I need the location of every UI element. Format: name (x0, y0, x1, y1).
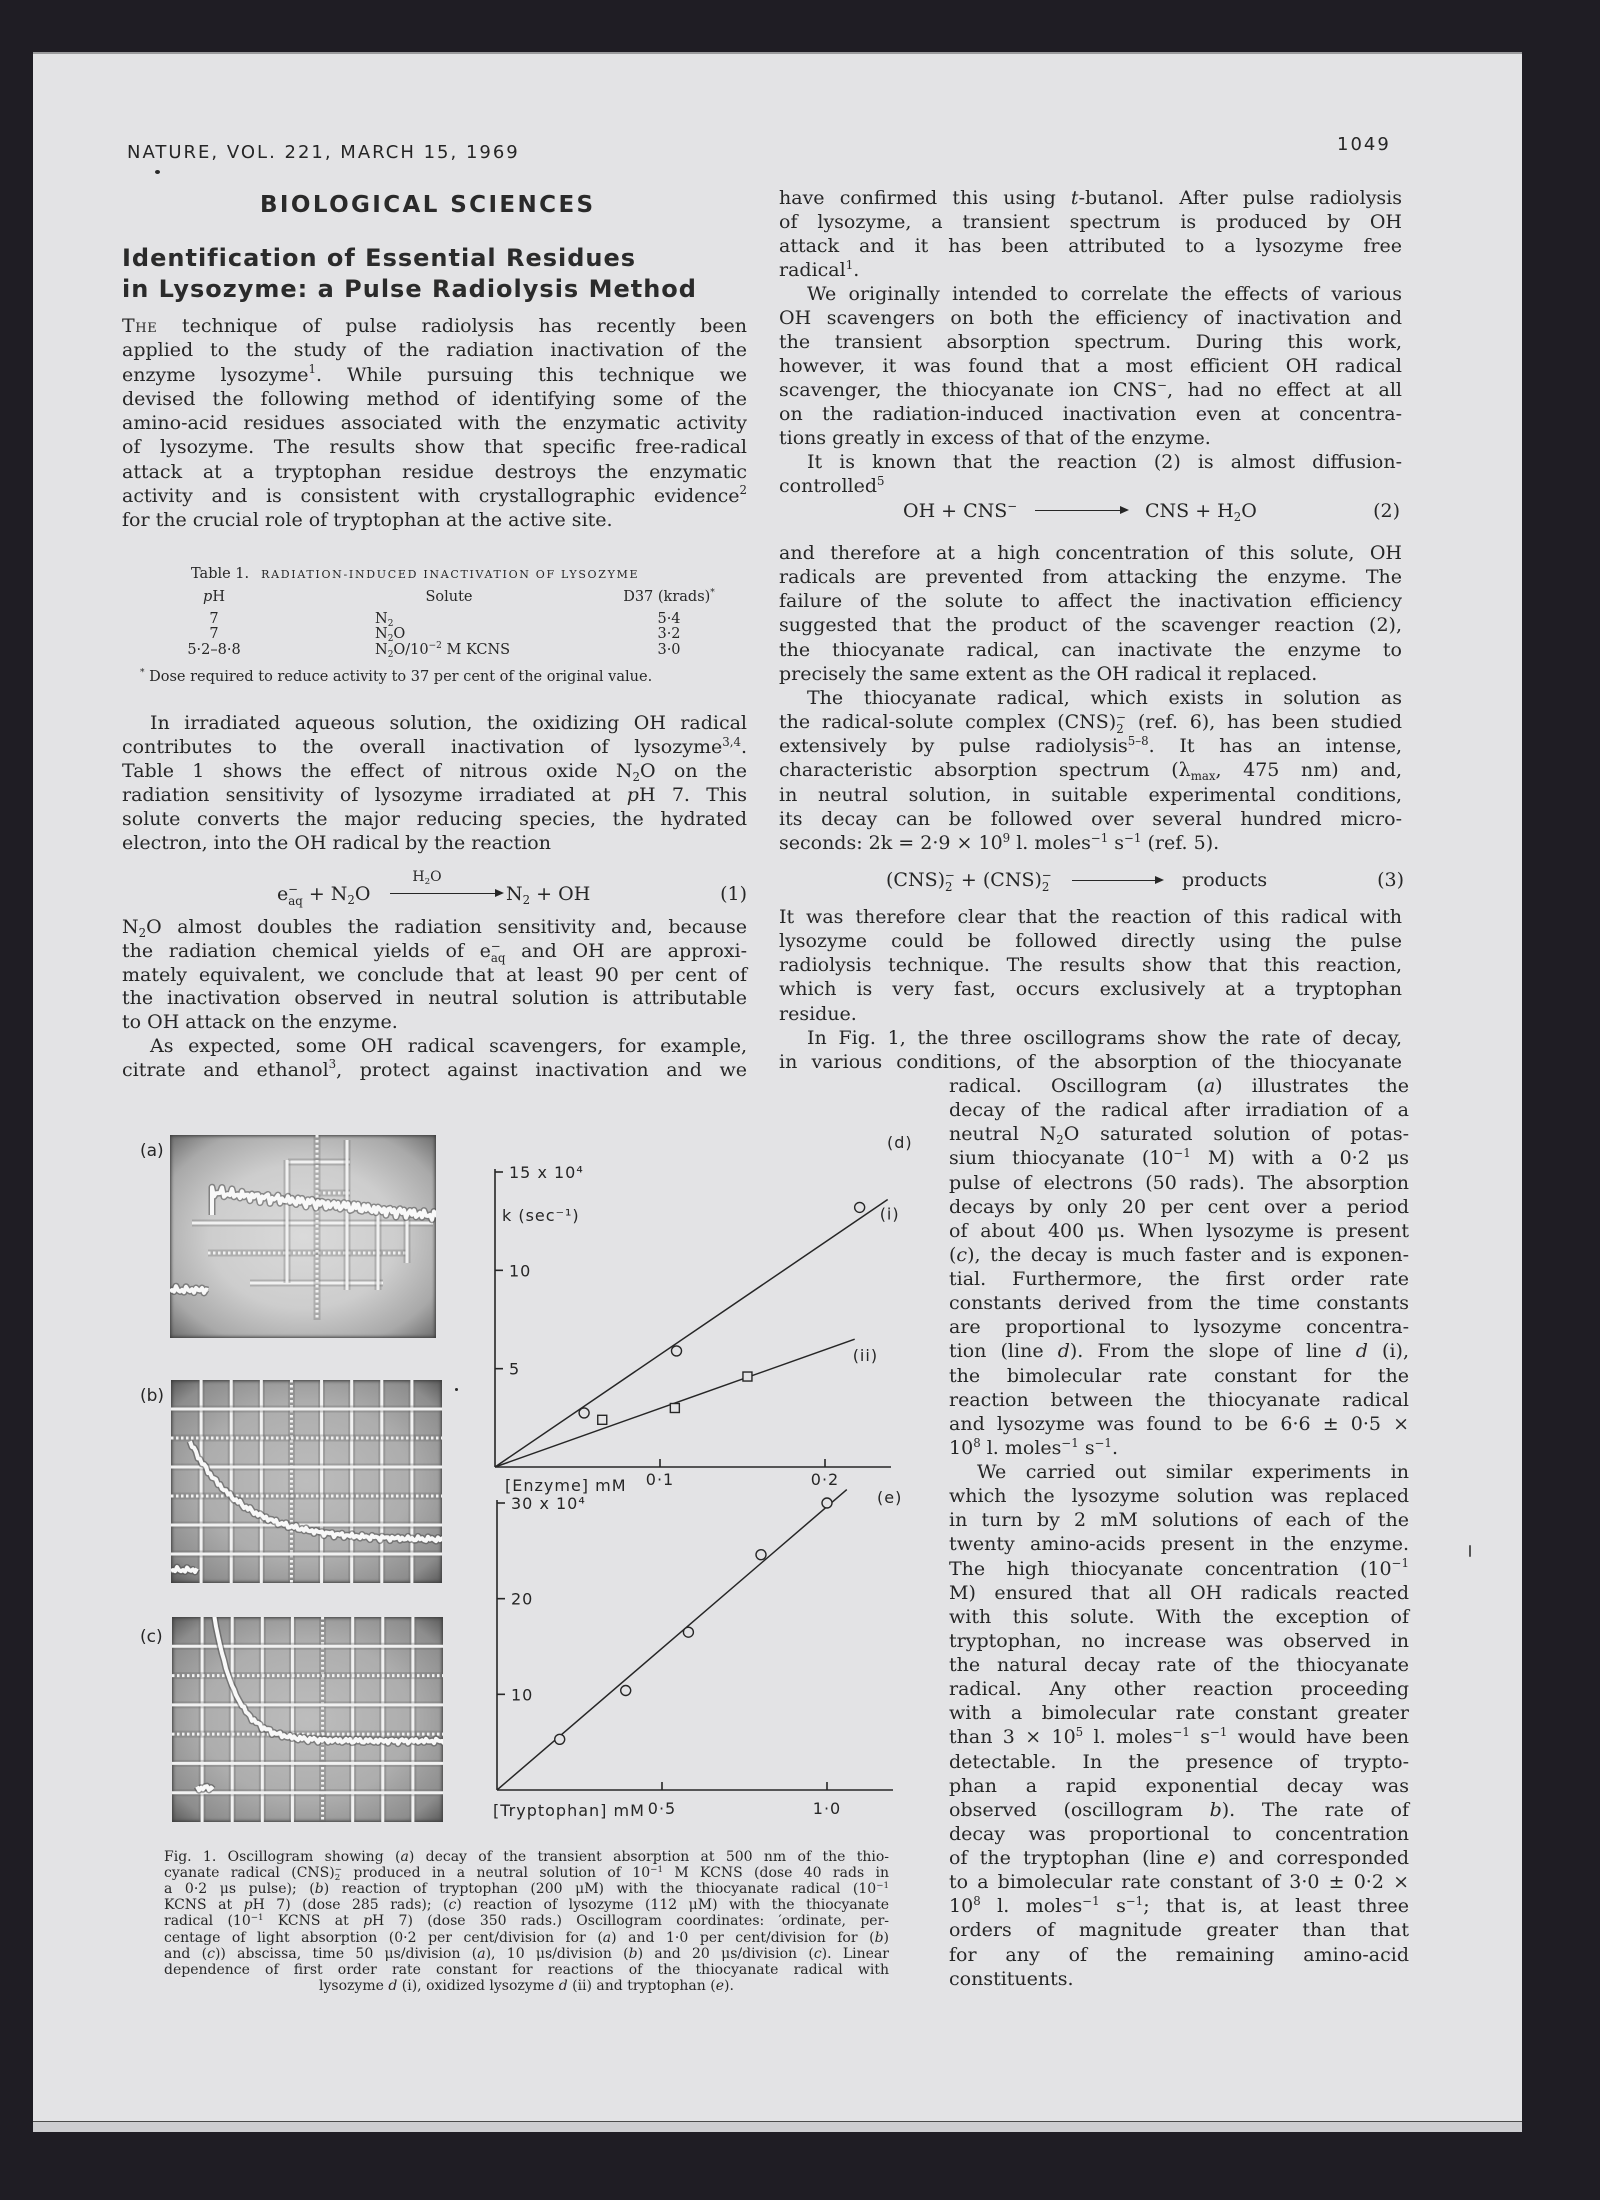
text-line: in neutral solution, in suitable experimental conditions, (779, 783, 1402, 806)
table-cell-d37: 3·2 (657, 626, 681, 642)
text-line: failure of the solute to affect the inactivation efficiency (779, 590, 1402, 613)
text-line: radical. Oscillogram (a) illustrates the (949, 1075, 1409, 1097)
data-point-circle (683, 1627, 693, 1637)
text-line: for the crucial role of tryptophan at the active site. (122, 509, 613, 531)
text-line: than $3 \times 10^5$ l. moles$^{-1}$ $s^{-1}$ would have been (949, 1725, 1409, 1749)
text-line: and therefore at a high concentration of this solute, OH (779, 542, 1402, 564)
equation-3-rhs: products (1182, 869, 1268, 891)
figure-1-rate-charts (470, 1120, 920, 1840)
scan-speck (1469, 1545, 1471, 1557)
data-point-circle (579, 1408, 589, 1418)
text-line: to a bimolecular rate constant of 3·0 ± 0·2 × (949, 1871, 1409, 1894)
text-line: phan a rapid exponential decay was (949, 1774, 1409, 1797)
article-title-line-1: Identification of Essential Residues (122, 244, 637, 272)
text-line: electron, into the OH radical by the reaction (122, 832, 551, 854)
right-column-narrow (949, 1074, 1409, 1991)
data-point-circle (555, 1734, 565, 1744)
x-tick-label: 0·5 (647, 1799, 677, 1818)
y-tick-label: 10 (511, 1685, 534, 1705)
text-line: with a bimolecular rate constant greater (949, 1702, 1409, 1725)
text-line: constants derived from the time constants (949, 1292, 1409, 1315)
series-label: (ii) (852, 1346, 879, 1366)
text-line: decay of the radical after irradiation of a (949, 1099, 1409, 1122)
text-line: residue. (779, 1002, 857, 1025)
text-line: radical ($10^{-1}$ KCNS at pH 7) (dose 350 rads.) Oscillogram coordinates: ′ordinate, per- (164, 1913, 889, 1930)
text-line: precisely the same extent as the OH radical it replaced. (779, 662, 1318, 685)
text-line: It was therefore clear that the reaction of this radical with (779, 906, 1402, 928)
n2o-paragraph (122, 916, 747, 1035)
text-line: are proportional to lysozyme concentra- (949, 1316, 1409, 1339)
fig1-paragraph-continued (949, 1074, 1409, 1460)
data-point-circle (756, 1550, 766, 1560)
table-header-ph: pH (203, 589, 225, 605)
text-line: tion (line d). From the slope of line d (i), (949, 1340, 1409, 1363)
table-label: Table 1. (191, 566, 250, 582)
text-line: detectable. In the presence of trypto- (949, 1750, 1409, 1773)
text-line: reaction between the thiocyanate radical (949, 1388, 1409, 1411)
scavengers-paragraph (122, 1035, 747, 1083)
fig1-paragraph (779, 1026, 1402, 1074)
text-line: in turn by 2 mM solutions of each of the (949, 1509, 1409, 1532)
data-point-circle (672, 1346, 682, 1356)
table-caption (191, 566, 639, 583)
text-line: (c), the decay is much faster and is exponen- (949, 1243, 1409, 1266)
text-line: for any of the remaining amino-acid (949, 1943, 1409, 1966)
text-line: the natural decay rate of the thiocyanate (949, 1654, 1409, 1676)
text-line: constituents. (949, 1967, 1074, 1990)
oscillogram-a (170, 1135, 436, 1338)
scavengers-continued-paragraph (779, 186, 1402, 282)
correlate-paragraph (779, 282, 1402, 450)
table-cell-d37: 5·4 (657, 611, 681, 627)
text-line: solute converts the major reducing species, the hydrated (122, 808, 747, 830)
text-line: and (c)) abscissa, time 50 μs/division (a), 10 μs/division (b) and 20 μs/division (c). Linear (164, 1945, 889, 1962)
table-cell-ph: 7 (209, 611, 219, 627)
x-tick-label: 0·1 (645, 1470, 675, 1489)
reaction-arrow-icon (390, 893, 502, 894)
section-heading: BIOLOGICAL SCIENCES (260, 192, 596, 218)
table-cell-ph: 5·2–8·8 (187, 642, 241, 658)
text-line: lysozyme d (i), oxidized lysozyme d (ii) and tryptophan (e). (319, 1978, 734, 1995)
panel-label-a: (a) (140, 1141, 164, 1161)
table-cell-solute: $N_2$ (375, 611, 394, 629)
text-line: The thiocyanate radical, which exists in solution as (807, 686, 1402, 709)
table-header-solute: Solute (425, 589, 473, 605)
chart-e-tryptophan (493, 1488, 902, 1820)
oscillogram-b (171, 1380, 442, 1583)
text-line: controlled$^5$ (779, 473, 885, 497)
left-column-irradiated (122, 711, 747, 855)
text-line: decay was proportional to concentration (949, 1822, 1409, 1845)
text-line: The technique of pulse radiolysis has recently been (122, 315, 747, 337)
text-line: of the tryptophan (line e) and corresponded (949, 1847, 1409, 1869)
similar-experiments-paragraph (949, 1460, 1409, 1991)
text-line: mately equivalent, we conclude that at least 90 per cent of (122, 963, 747, 986)
text-line: seconds: $2k = 2\cdot 9 \times 10^9$ l. moles$^{-1}$ $s^{-1}$ (ref. 5). (779, 830, 1220, 854)
intro-paragraph (122, 314, 747, 532)
text-line: decays by only 20 per cent over a period (949, 1195, 1409, 1218)
text-line: of lysozyme. The results show that specific free-radical (122, 436, 747, 459)
equation-3-number: (3) (1377, 869, 1404, 891)
text-line: We originally intended to correlate the effects of various (807, 283, 1402, 305)
panel-label: (d) (887, 1133, 913, 1152)
equation-1-over-arrow: $H_2O$ (412, 869, 442, 887)
text-line: tions greatly in excess of that of the enzyme. (779, 427, 1211, 449)
panel-label-c: (c) (140, 1627, 163, 1647)
text-line: with this solute. With the exception of (949, 1605, 1409, 1628)
chart-d-enzyme (495, 1133, 913, 1495)
page-top-edge (33, 52, 1522, 54)
data-point-circle (855, 1202, 865, 1212)
text-line: contributes to the overall inactivation of lysozyme$^{3,4}$. (122, 734, 747, 758)
text-line: Table 1 shows the effect of nitrous oxide $N_2O$ on the (122, 760, 747, 784)
clear-paragraph (779, 905, 1402, 1026)
y-axis-label: k (sec⁻¹) (502, 1206, 580, 1225)
equation-3-lhs: (CNS) − 2 + (CNS) − 2 (886, 867, 1052, 894)
text-line: the transient absorption spectrum. During this work, (779, 331, 1402, 353)
text-line: extensively by pulse radiolysis$^{5-8}$. It has an intense, (779, 733, 1403, 758)
oscillogram-a-graphic (170, 1135, 436, 1338)
irradiated-paragraph (122, 711, 747, 855)
text-line: of about 400 μs. When lysozyme is present (949, 1219, 1409, 1242)
text-line: scavenger, the thiocyanate ion CNS−, had no effect at all (779, 377, 1402, 401)
text-line: As expected, some OH radical scavengers, for example, (150, 1034, 747, 1057)
data-point-circle (822, 1498, 832, 1508)
data-point-circle (621, 1686, 631, 1696)
text-line: amino-acid residues associated with the enzymatic activity (122, 412, 747, 434)
equation-1-rhs: $N_2$ + OH (506, 883, 591, 907)
text-line: in various conditions, of the absorption of the thiocyanate (779, 1050, 1402, 1073)
text-line: twenty amino-acids present in the enzyme. (949, 1533, 1409, 1556)
right-column-lower (779, 905, 1402, 1074)
x-tick-label: 1·0 (812, 1799, 842, 1818)
text-line: sium thiocyanate ($10^{-1}$ M) with a 0·2 μs (949, 1146, 1409, 1170)
text-line: its decay can be followed over several hundred micro- (779, 807, 1402, 830)
therefore-paragraph (779, 541, 1402, 686)
text-line: $10^8$ l. moles$^{-1}$ $s^{-1}$. (949, 1435, 1118, 1459)
article-title-line-2: in Lysozyme: a Pulse Radiolysis Method (122, 275, 697, 303)
text-line: applied to the study of the radiation inactivation of the (122, 339, 747, 362)
text-line: tryptophan, no increase was observed in (949, 1629, 1409, 1652)
y-tick-label: 30 x 10⁴ (511, 1494, 586, 1513)
reaction-arrow-icon (1072, 880, 1162, 881)
underlying-sheet-edge (33, 2121, 1522, 2132)
right-column-middle (779, 541, 1402, 855)
text-line: It is known that the reaction (2) is almost diffusion- (807, 451, 1402, 473)
series-label: (i) (879, 1204, 900, 1224)
text-line: $N_2O$ almost doubles the radiation sensitivity and, because (122, 916, 747, 940)
y-tick-label: 5 (509, 1359, 521, 1379)
y-tick-label: 15 x 10⁴ (509, 1163, 584, 1182)
text-line: the thiocyanate radical, can inactivate the enzyme to (779, 638, 1402, 661)
text-line: In Fig. 1, the three oscillograms show the rate of decay, (807, 1026, 1402, 1049)
text-line: cyanate radical (CNS) − 2 produced in a neutral solution of $10^{-1}$ M KCNS (dose 40 rads in (164, 1864, 889, 1884)
text-line: We carried out similar experiments in (977, 1461, 1409, 1483)
running-head: NATURE, VOL. 221, MARCH 15, 1969 (127, 142, 520, 163)
text-line: radiation sensitivity of lysozyme irradiated at pH 7. This (122, 784, 748, 806)
table-cell-ph: 7 (209, 626, 219, 642)
table-cell-solute: $N_2O$ (375, 626, 406, 644)
text-line: the radical-solute complex (CNS) − 2 (ref. 6), has been studied (779, 710, 1403, 736)
text-line: pulse of electrons (50 rads). The absorption (949, 1171, 1409, 1194)
known-paragraph (779, 450, 1402, 498)
panel-label: (e) (877, 1488, 903, 1507)
text-line: to OH attack on the enzyme. (122, 1011, 398, 1034)
table-title: RADIATION-INDUCED INACTIVATION OF LYSOZYME (261, 568, 640, 581)
text-line: suggested that the product of the scavenger reaction (2), (779, 614, 1402, 637)
text-line: radical. Any other reaction proceeding (949, 1678, 1409, 1701)
equation-2-lhs: OH + CNS− (903, 498, 1018, 522)
data-point-square (598, 1415, 607, 1424)
thiocyanate-radical-paragraph (779, 686, 1402, 855)
reaction-arrow-icon (1035, 510, 1127, 511)
text-line: attack at a tryptophan residue destroys the enzymatic (122, 460, 747, 483)
data-point-square (670, 1404, 679, 1413)
text-line: a 0·2 μs pulse); (b) reaction of tryptophan (200 μM) with the thiocyanate radical ($10^{-1}$ (164, 1880, 889, 1898)
text-line: of lysozyme, a transient spectrum is produced by OH (779, 211, 1402, 233)
text-line: dependence of first order rate constant for reactions of the thiocyanate radical with (164, 1962, 889, 1978)
equation-1-lhs: e − aq + $N_2O$ (277, 881, 371, 908)
text-line: radiolysis technique. The results show that this reaction, (779, 954, 1402, 977)
text-line: citrate and ethanol$^3$, protect against inactivation and we (122, 1057, 747, 1081)
y-tick-label: 20 (511, 1589, 534, 1609)
x-tick-label: 0·2 (810, 1470, 840, 1489)
text-line: characteristic absorption spectrum ($\lambda_{max}$, 475 nm) and, (779, 759, 1402, 784)
text-line: M) ensured that all OH radicals reacted (949, 1581, 1409, 1604)
text-line: tial. Furthermore, the first order rate (949, 1268, 1409, 1290)
page-number: 1049 (1337, 134, 1391, 155)
right-column-upper (779, 186, 1402, 498)
text-line: OH scavengers on both the efficiency of inactivation and (779, 307, 1402, 329)
series-fit-line (495, 1200, 888, 1467)
text-line: which the lysozyme solution was replaced (949, 1485, 1409, 1508)
equation-2-rhs: CNS + $H_2O$ (1145, 500, 1257, 524)
text-line: Fig. 1. Oscillogram showing (a) decay of the transient absorption at 500 nm of the thio- (164, 1848, 890, 1865)
oscillogram-baseline-trace (197, 1786, 213, 1790)
text-line: attack and it has been attributed to a lysozyme free (779, 235, 1402, 257)
text-line: radical$^1$. (779, 257, 860, 281)
data-point-square (743, 1372, 752, 1381)
x-axis-label: [Tryptophan] mM (493, 1801, 645, 1820)
text-line: on the radiation-induced inactivation even at concentra- (779, 403, 1402, 425)
left-column-n2o (122, 916, 747, 1083)
oscillogram-c-graphic (172, 1617, 443, 1822)
equation-1-number: (1) (720, 883, 747, 905)
text-line: KCNS at pH 7) (dose 285 rads); (c) reaction of lysozyme (112 μM) with the thiocyanate (164, 1897, 889, 1914)
text-line: radicals are prevented from attacking the enzyme. The (779, 566, 1402, 589)
y-tick-label: 10 (509, 1261, 532, 1281)
x-axis-label: [Enzyme] mM (505, 1476, 627, 1495)
text-line: observed (oscillogram b). The rate of (949, 1798, 1409, 1821)
text-line: have confirmed this using t-butanol. After pulse radiolysis (779, 187, 1402, 209)
equation-2-number: (2) (1373, 500, 1400, 522)
series-fit-line (497, 1490, 847, 1790)
text-line: In irradiated aqueous solution, the oxidizing OH radical (150, 712, 747, 734)
figure-1-caption (164, 1849, 889, 1995)
caption-text (164, 1849, 889, 1995)
text-line: the radiation chemical yields of e − aq and OH are approxi- (122, 938, 747, 965)
text-line: devised the following method of identifying some of the (122, 387, 747, 410)
scan-speck (455, 1388, 458, 1391)
text-line: The high thiocyanate concentration ($10^{-1}$ (949, 1556, 1409, 1580)
text-line: however, it was found that a most efficient OH radical (779, 355, 1402, 377)
text-line: the inactivation observed in neutral solution is attributable (122, 987, 747, 1010)
left-column-intro (122, 314, 747, 532)
text-line: enzyme lysozyme$^1$. While pursuing this technique we (122, 362, 747, 386)
scan-speck (155, 170, 160, 174)
oscillogram-c (172, 1617, 443, 1822)
text-line: activity and is consistent with crystallographic evidence$^2$ (122, 483, 747, 507)
text-line: and lysozyme was found to be 6·6 ± 0·5 × (949, 1412, 1409, 1435)
text-line: neutral $N_2O$ saturated solution of potas- (949, 1123, 1409, 1148)
table-cell-solute: $N_2O/10^{-2}$ M KCNS (375, 641, 511, 660)
text-line: centage of light absorption (0·2 per cent/division for (a) and 1·0 per cent/division for (b) (164, 1929, 889, 1946)
table-header-d37: D37 (krads)* (623, 588, 715, 605)
oscillogram-b-graphic (171, 1380, 442, 1583)
text-line: which is very fast, occurs exclusively at a tryptophan (779, 978, 1402, 1001)
text-line: the bimolecular rate constant for the (949, 1364, 1409, 1387)
table-footnote: * Dose required to reduce activity to 37 per cent of the original value. (140, 668, 653, 685)
table-cell-d37: 3·0 (657, 642, 681, 658)
panel-label-b: (b) (140, 1386, 165, 1406)
text-line: orders of magnitude greater than that (949, 1919, 1409, 1942)
text-line: lysozyme could be followed directly using the pulse (779, 930, 1402, 953)
text-line: $10^8$ l. moles$^{-1}$ $s^{-1}$; that is, at least three (949, 1893, 1409, 1918)
